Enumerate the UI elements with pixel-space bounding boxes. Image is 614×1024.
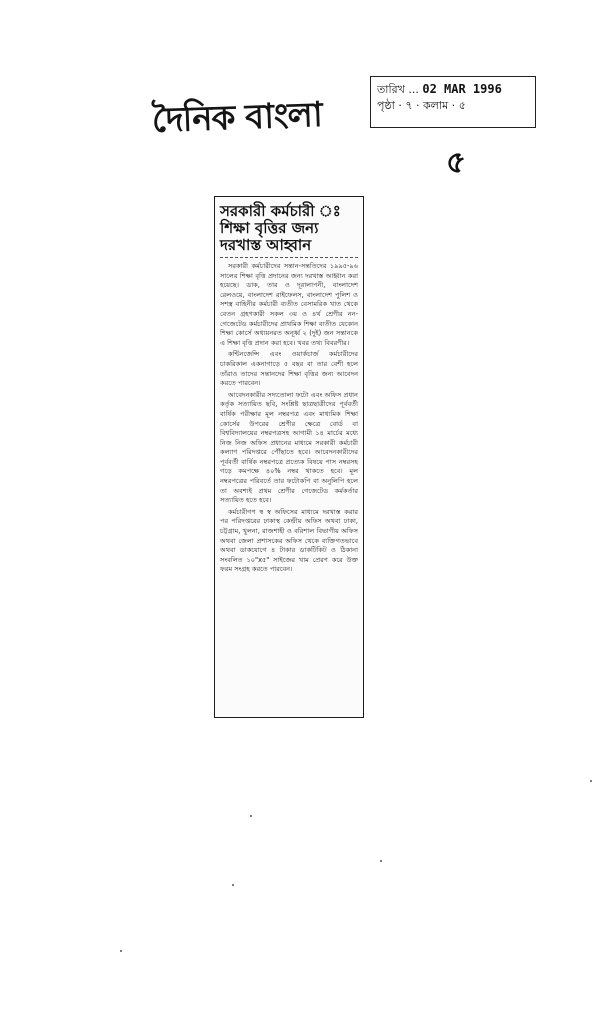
- article-paragraph-2: কন্টিনজেন্সি এবং ওয়ার্কচার্জ কর্মচারীদের চাকরিকাল একনাগাড়ে ৫ বছর বা তার বেশী হলে তাঁরাও তাদের সন্তানদের শিক্ষা বৃত্তির জন্য আবেদন করতে পারবেন।: [220, 350, 358, 388]
- headline-line-3: দরখাস্ত আহ্বান: [220, 236, 312, 254]
- article-paragraph-1: সরকারী কর্মচারীদের সন্তান-সন্ততিদের ১৯৯৫-৯৬ সালের শিক্ষা বৃত্তি প্রদানের জন্য দরখাস্ত আহ্বান করা হয়েছে। ডাক, তার ও দূরালাপনী, বাংলাদেশ রেলওয়ে, বাংলাদেশ রাইফেলস, বাংলাদেশ পুলিশ ও সশস্ত্র বাহিনীর কর্মচারী ব্যতীত বেসামরিক খাত থেকে বেতন গ্রহণকারী সকল ৩য় ও ৪র্থ শ্রেণীর নন-গেজেটেড কর্মচারীদের প্রাথমিক শিক্ষা ব্যতীত যেকোন শিক্ষা কোর্সে অধ্যয়নরত অনূর্ধ্ব ২ (দুই) জন সন্তানকে এ শিক্ষা বৃত্তি প্রদান করা হবে। খবর তথ্য বিবরণীর।: [220, 262, 358, 347]
- stamp-date-value: 02 MAR 1996: [422, 82, 502, 96]
- stamp-date-label: তারিখ: [377, 83, 405, 96]
- scan-speck: [590, 780, 592, 782]
- stamp-column-label: কলাম: [422, 99, 449, 112]
- stamp-page-label: পৃষ্ঠা: [377, 99, 395, 112]
- stamp-date-row: তারিখ ... 02 MAR 1996: [377, 82, 502, 96]
- stamp-page-value: ৭: [405, 99, 413, 112]
- scan-speck: [250, 815, 252, 817]
- scan-speck: [380, 860, 382, 862]
- article-paragraph-4: কর্মচারীগণ স্ব স্ব অফিসের মাধ্যমে দরখাস্ত করার পর পরিদপ্তরের ঢাকাস্থ কেন্দ্রীয় অফিস অথবা ঢাকা, চট্টগ্রাম, খুলনা, রাজশাহী ও বরিশাল বিভাগীয় অফিস অথবা জেলা প্রশাসকের অফিস থেকে ব্যক্তিগতভাবে অথবা ডাকযোগে ৪ টাকার ডাকটিকিট ও ঠিকানা সংবলিত ১০"x৫" সাইজের খাম প্রেরণ করে উক্ত ফরম সংগ্রহ করতে পারবেন।: [220, 507, 358, 574]
- handwritten-marker: ৫: [443, 143, 468, 182]
- stamp-page-row: পৃষ্ঠা · ৭ · কলাম · ৫: [377, 99, 466, 112]
- news-clipping: [214, 196, 364, 718]
- newspaper-masthead: দৈনিক বাংলা: [151, 94, 323, 141]
- headline-line-2: শিক্ষা বৃত্তির জন্য: [220, 219, 319, 237]
- stamp-column-value: ৫: [458, 99, 466, 112]
- headline-line-1: সরকারী কর্মচারী ঃ: [220, 202, 341, 220]
- scan-speck: [120, 950, 122, 952]
- article-headline: [220, 203, 358, 258]
- scan-speck: [232, 884, 234, 886]
- article-paragraph-3: আবেদনকারীর সদ্যতোলা ফটো এবং অফিস প্রধান কর্তৃক সত্যায়িত ছবি, সংশ্লিষ্ট ছাত্রছাত্রীদের পূর্ববর্তী বার্ষিক পরীক্ষার মূল নম্বরপত্র এবং মাধ্যমিক শিক্ষা কোর্সের উপরের শ্রেণীর ক্ষেত্রে বোর্ড বা বিশ্ববিদ্যালয়ের নম্বরপত্রসহ আগামী ১৪ মার্চের মধ্যে নিজ নিজ অফিস প্রধানের মাধ্যমে সরকারী কর্মচারী কল্যাণ পরিদপ্তরে পৌঁছাতে হবে। আবেদনকারীদের পূর্ববর্তী বার্ষিক নম্বরপত্রে প্রত্যেক বিষয়ে পাস নম্বরসহ গড়ে কমপক্ষে ৪০% নম্বর থাকতে হবে। মূল নম্বরপত্রের পরিবর্তে তার ফটোকপি বা অনুলিপি হলে তা অবশ্যই প্রথম শ্রেণীর গেজেটেড কর্মকর্তার সত্যায়িত হতে হবে।: [220, 390, 358, 505]
- clipping-stamp: [370, 76, 536, 128]
- article-body: [220, 262, 358, 575]
